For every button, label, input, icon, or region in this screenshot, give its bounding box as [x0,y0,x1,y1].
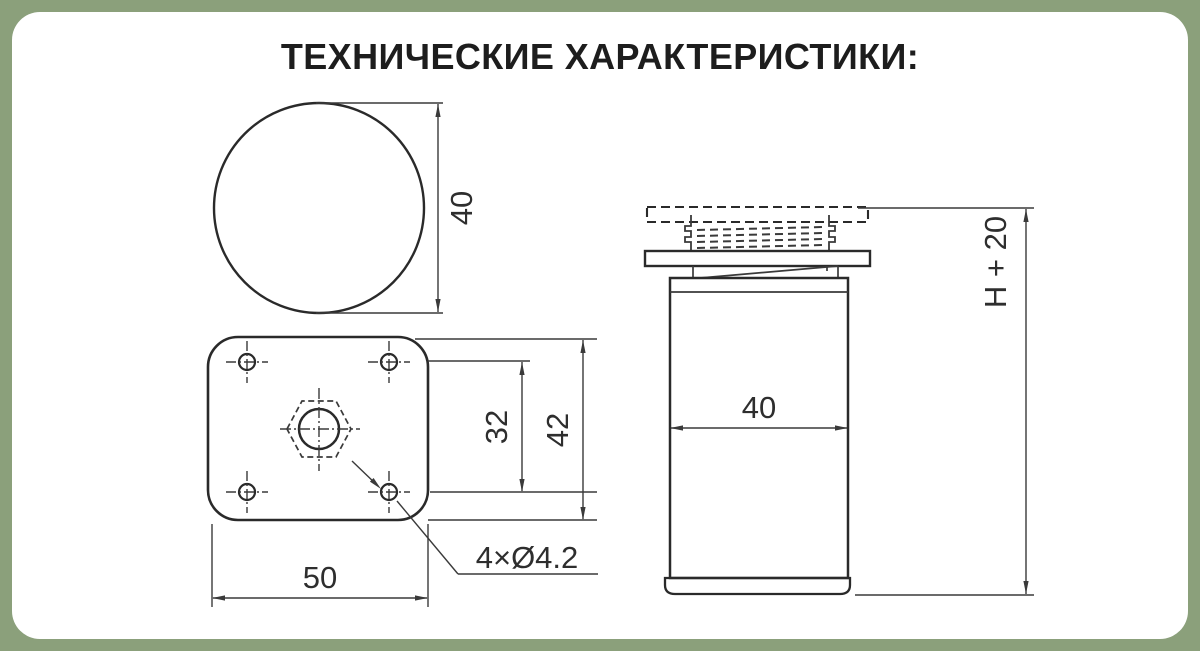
adjusting-nut [693,266,838,278]
plate-height-label: 42 [540,412,575,448]
plate-width-label: 50 [302,560,338,595]
plate-holes-note-label: 4×Ø4.2 [475,540,579,575]
plate-hole [226,341,268,383]
plate-hole-spacing-label: 32 [479,409,514,445]
leg-width-label: 40 [741,390,777,425]
top-view-diameter-label: 40 [444,190,479,226]
panel-hidden-outline [647,207,868,222]
dim-diameter-40 [316,103,479,313]
leg-foot [665,578,850,594]
dim-leg-width-40 [670,390,848,431]
leg-top-circle [214,103,424,313]
plate-edge-view [645,251,870,266]
dim-plate-width-50 [212,524,428,607]
dim-leg-height [855,208,1034,595]
page-title: ТЕХНИЧЕСКИЕ ХАРАКТЕРИСТИКИ: [280,36,920,77]
mounting-plate-view [208,337,598,607]
leg-height-label: H + 20 [978,215,1013,309]
plate-hole [226,471,268,513]
threaded-stud [685,215,835,251]
plate-hole [368,341,410,383]
plate-hole [368,471,410,513]
leg-top-view [214,103,479,313]
leg-side-view [645,207,1034,595]
hex-nut [280,388,360,471]
